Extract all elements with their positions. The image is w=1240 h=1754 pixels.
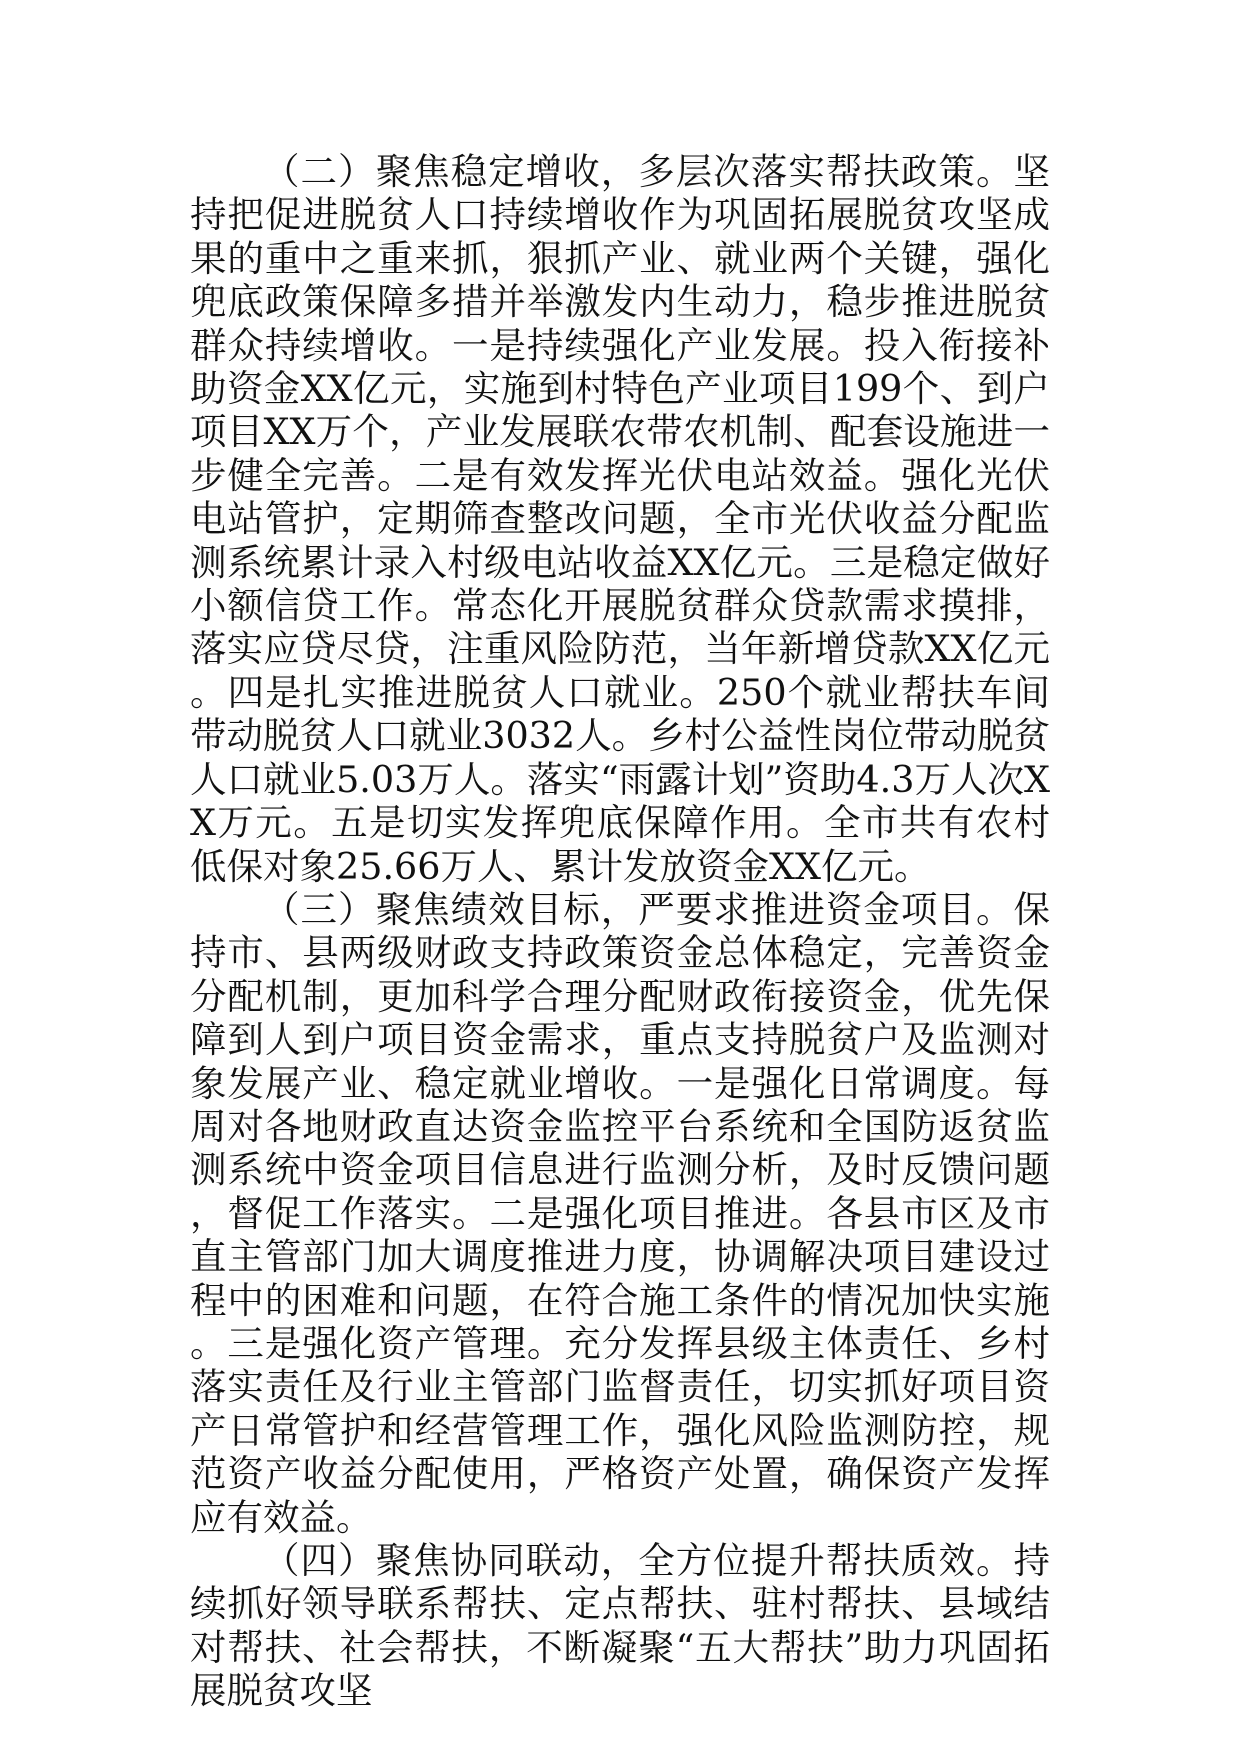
paragraph-section-4: （四）聚焦协同联动，全方位提升帮扶质效。持续抓好领导联系帮扶、定点帮扶、驻村帮扶、县域结对帮扶、社会帮扶，不断凝聚“五大帮扶”助力巩固拓展脱贫攻坚	[190, 1539, 1050, 1713]
paragraph-section-3: （三）聚焦绩效目标，严要求推进资金项目。保持市、县两级财政支持政策资金总体稳定，完善资金分配机制，更加科学合理分配财政衔接资金，优先保障到人到户项目资金需求，重点支持脱贫户及监测对象发展产业、稳定就业增收。一是强化日常调度。每周对各地财政直达资金监控平台系统和全国防返贫监测系统中资金项目信息进行监测分析，及时反馈问题，督促工作落实。二是强化项目推进。各县市区及市直主管部门加大调度推进力度，协调解决项目建设过程中的困难和问题，在符合施工条件的情况加快实施。三是强化资产管理。充分发挥县级主体责任、乡村落实责任及行业主管部门监督责任，切实抓好项目资产日常管护和经营管理工作，强化风险监测防控，规范资产收益分配使用，严格资产处置，确保资产发挥应有效益。	[190, 887, 1050, 1539]
document-body	[190, 150, 1050, 1713]
paragraph-section-2: （二）聚焦稳定增收，多层次落实帮扶政策。坚持把促进脱贫人口持续增收作为巩固拓展脱贫攻坚成果的重中之重来抓，狠抓产业、就业两个关键，强化兜底政策保障多措并举激发内生动力，稳步推进脱贫群众持续增收。一是持续强化产业发展。投入衔接补助资金XX亿元，实施到村特色产业项目199个、到户项目XX万个，产业发展联农带农机制、配套设施进一步健全完善。二是有效发挥光伏电站效益。强化光伏电站管护，定期筛查整改问题，全市光伏收益分配监测系统累计录入村级电站收益XX亿元。三是稳定做好小额信贷工作。常态化开展脱贫群众贷款需求摸排，落实应贷尽贷，注重风险防范，当年新增贷款XX亿元。四是扎实推进脱贫人口就业。250个就业帮扶车间带动脱贫人口就业3032人。乡村公益性岗位带动脱贫人口就业5.03万人。落实“雨露计划”资助4.3万人次XX万元。五是切实发挥兜底保障作用。全市共有农村低保对象25.66万人、累计发放资金XX亿元。	[190, 150, 1050, 888]
